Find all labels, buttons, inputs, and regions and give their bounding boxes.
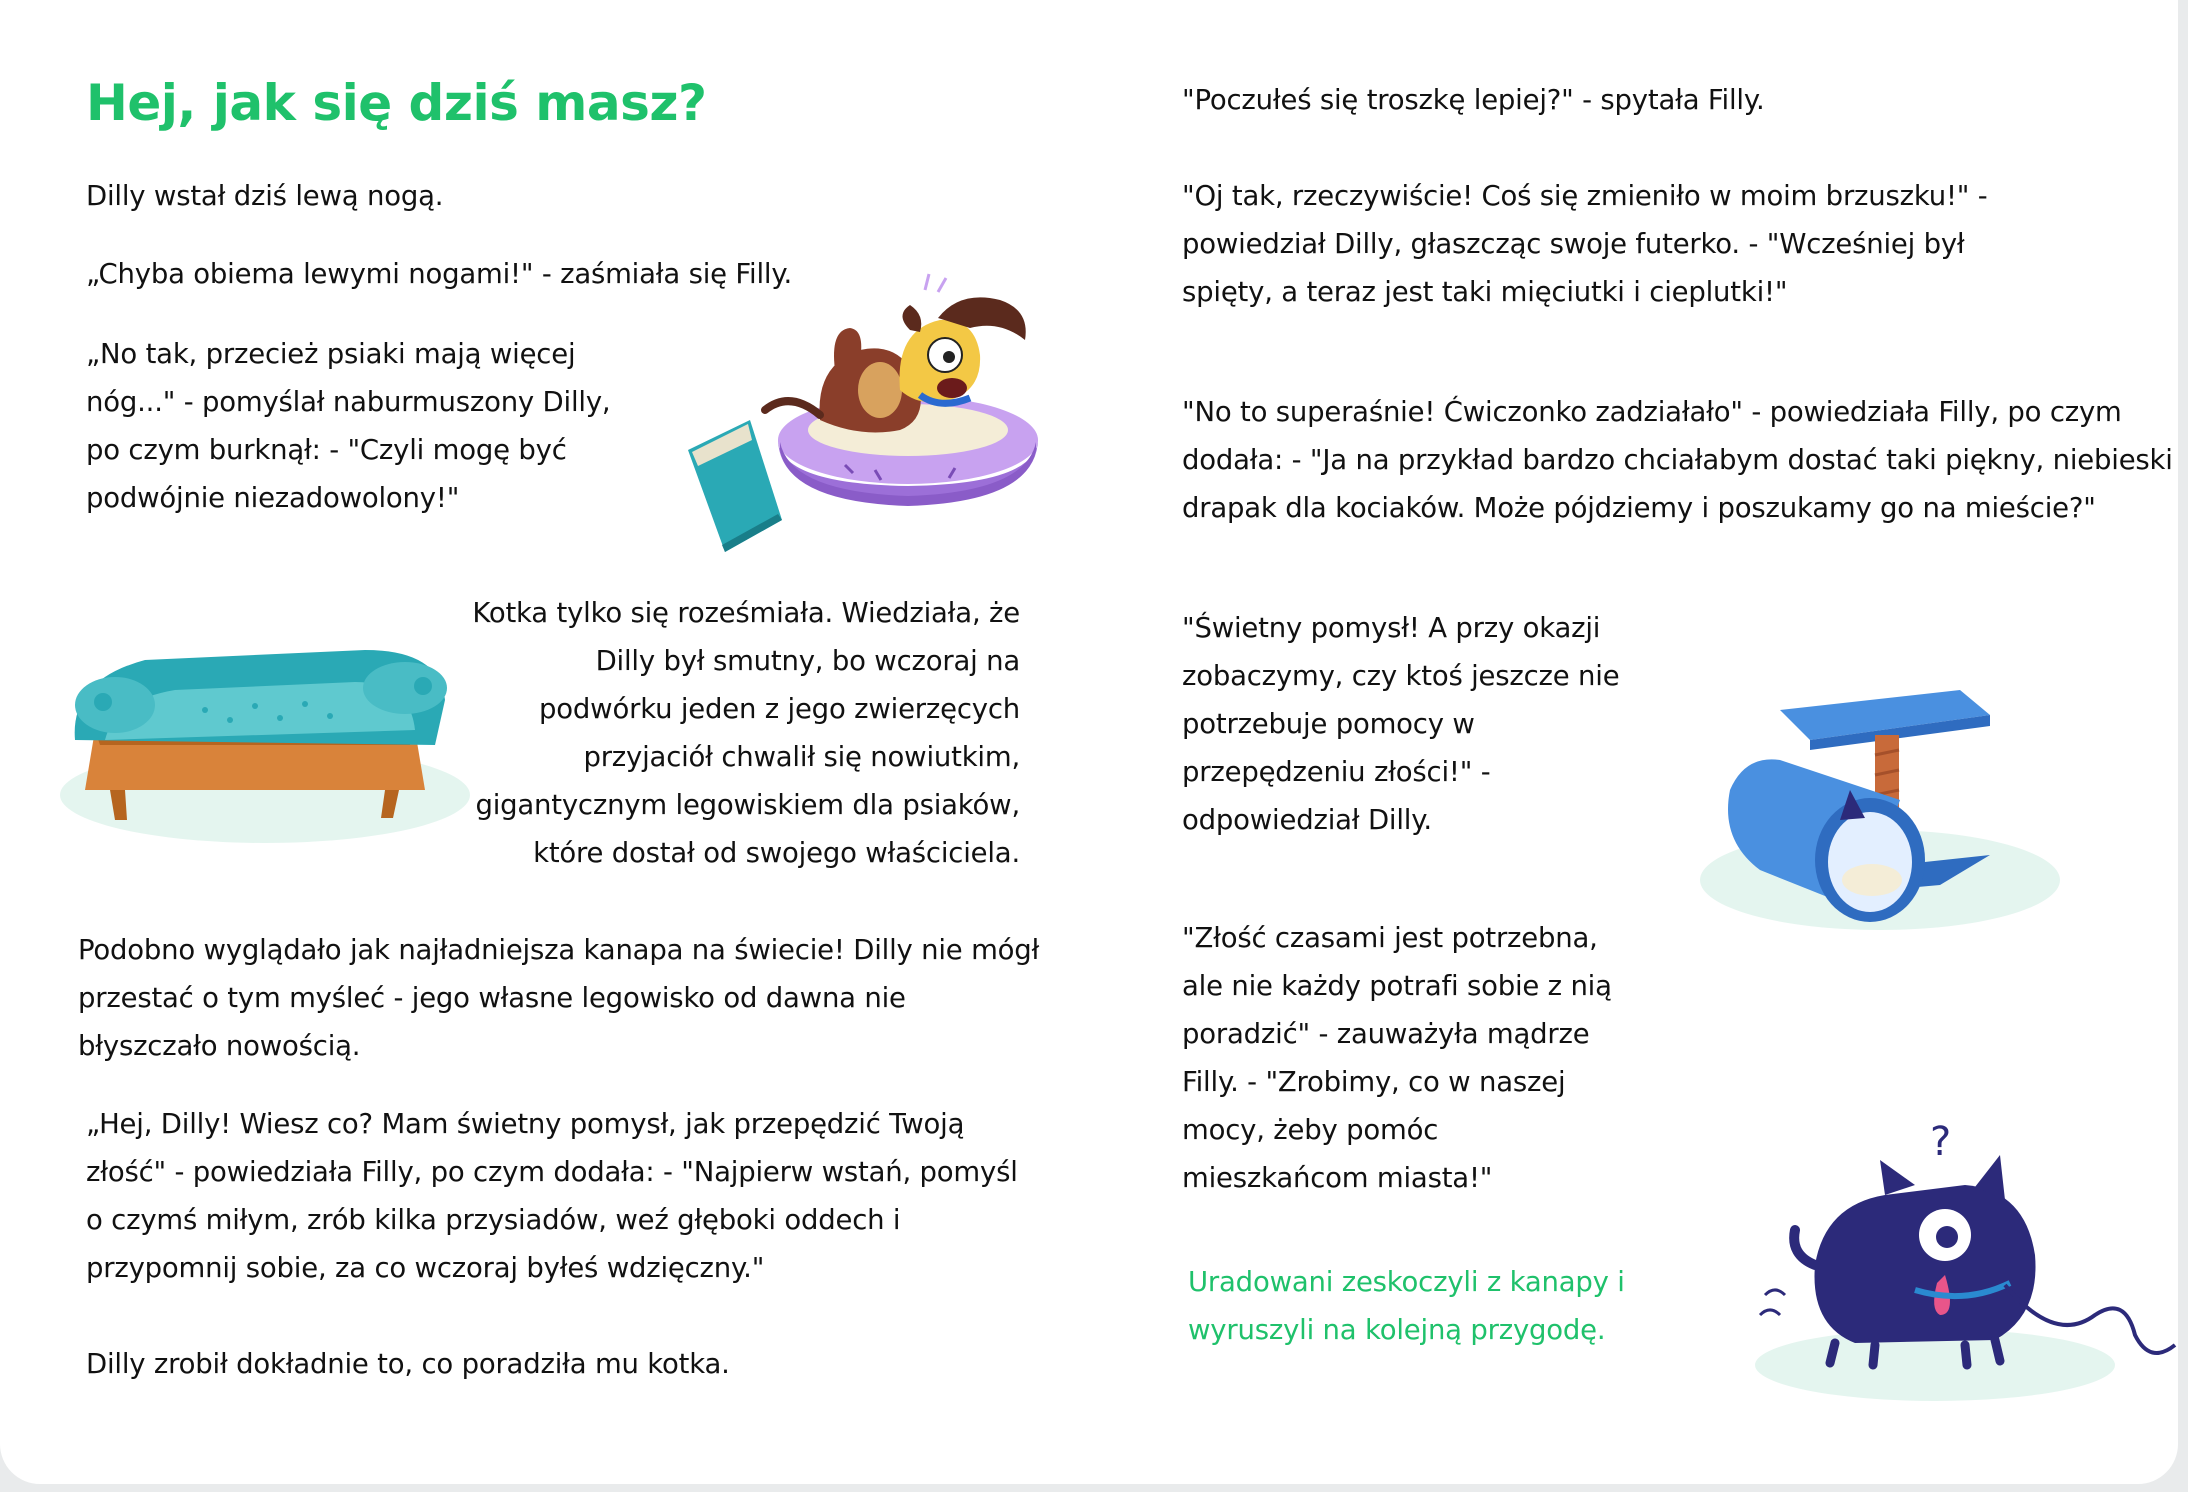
text-line: Dilly był smutny, bo wczoraj na bbox=[595, 645, 1020, 677]
text-line: podwójnie niezadowolony!" bbox=[86, 482, 460, 514]
text-line: drapak dla kociaków. Może pójdziemy i poszukamy go na mieście?" bbox=[1182, 492, 2096, 524]
text-line: spięty, a teraz jest taki mięciutki i cieplutki!" bbox=[1182, 276, 1788, 308]
text-line: przestać o tym myśleć - jego własne legowisko od dawna nie bbox=[78, 982, 906, 1014]
text-line: Kotka tylko się roześmiała. Wiedziała, że bbox=[472, 597, 1020, 629]
text-line: mieszkańcom miasta!" bbox=[1182, 1162, 1493, 1194]
text-line: ale nie każdy potrafi sobie z nią bbox=[1182, 970, 1612, 1002]
text-line: „No tak, przecież psiaki mają więcej bbox=[86, 338, 576, 370]
text-line: przepędzeniu złości!" - bbox=[1182, 756, 1491, 788]
text-line: przypomnij sobie, za co wczoraj byłeś wdzięczny." bbox=[86, 1252, 765, 1284]
text-line: "Świetny pomysł! A przy okazji bbox=[1182, 612, 1601, 644]
text-line: potrzebuje pomocy w bbox=[1182, 708, 1475, 740]
blue-cat-scratcher-illustration bbox=[1690, 670, 2070, 950]
paragraph-left-2: „Chyba obiema lewymi nogami!" - zaśmiała się Filly. bbox=[86, 258, 793, 290]
text-line: „Hej, Dilly! Wiesz co? Mam świetny pomysł, jak przepędzić Twoją bbox=[86, 1108, 965, 1140]
text-line: błyszczało nowością. bbox=[78, 1030, 361, 1062]
text-line: o czymś miłym, zrób kilka przysiadów, weź głęboki oddech i bbox=[86, 1204, 901, 1236]
svg-text:?: ? bbox=[1930, 1119, 1952, 1165]
text-line: poradzić" - zauważyła mądrze bbox=[1182, 1018, 1590, 1050]
text-line: Uradowani zeskoczyli z kanapy i bbox=[1188, 1266, 1625, 1298]
paragraph-left-7: Dilly zrobił dokładnie to, co poradziła mu kotka. bbox=[86, 1348, 730, 1380]
text-line: gigantycznym legowiskiem dla psiaków, bbox=[475, 789, 1020, 821]
text-line: po czym burknął: - "Czyli mogę być bbox=[86, 434, 567, 466]
text-line: "No to superaśnie! Ćwiczonko zadziałało" - powiedziała Filly, po czym bbox=[1182, 396, 2122, 428]
paragraph-left-1: Dilly wstał dziś lewą nogą. bbox=[86, 180, 444, 212]
text-line: "Złość czasami jest potrzebna, bbox=[1182, 922, 1598, 954]
teal-sofa-bed-illustration bbox=[55, 620, 475, 850]
dog-reading-in-bed-illustration bbox=[670, 270, 1050, 560]
text-line: podwórku jeden z jego zwierzęcych bbox=[539, 693, 1020, 725]
text-line: nóg..." - pomyślał naburmuszony Dilly, bbox=[86, 386, 611, 418]
text-line: Podobno wyglądało jak najładniejsza kanapa na świecie! Dilly nie mógł bbox=[78, 934, 1040, 966]
text-line: złość" - powiedziała Filly, po czym dodała: - "Najpierw wstań, pomyśl bbox=[86, 1156, 1018, 1188]
text-line: powiedział Dilly, głaszcząc swoje futerko. - "Wcześniej był bbox=[1182, 228, 1965, 260]
text-line: wyruszyli na kolejną przygodę. bbox=[1188, 1314, 1606, 1346]
text-line: mocy, żeby pomóc bbox=[1182, 1114, 1439, 1146]
text-line: które dostał od swojego właściciela. bbox=[533, 837, 1020, 869]
page-title: Hej, jak się dziś masz? bbox=[86, 74, 707, 132]
paragraph-right-1: "Poczułeś się troszkę lepiej?" - spytała Filly. bbox=[1182, 84, 1765, 116]
text-line: Filly. - "Zrobimy, co w naszej bbox=[1182, 1066, 1566, 1098]
text-line: odpowiedział Dilly. bbox=[1182, 804, 1432, 836]
text-line: przyjaciół chwalił się nowiutkim, bbox=[583, 741, 1020, 773]
text-line: dodała: - "Ja na przykład bardzo chciałabym dostać taki piękny, niebieski bbox=[1182, 444, 2173, 476]
navy-dog-question-illustration bbox=[1735, 1115, 2185, 1405]
text-line: "Oj tak, rzeczywiście! Coś się zmieniło w moim brzuszku!" - bbox=[1182, 180, 1988, 212]
text-line: zobaczymy, czy ktoś jeszcze nie bbox=[1182, 660, 1620, 692]
